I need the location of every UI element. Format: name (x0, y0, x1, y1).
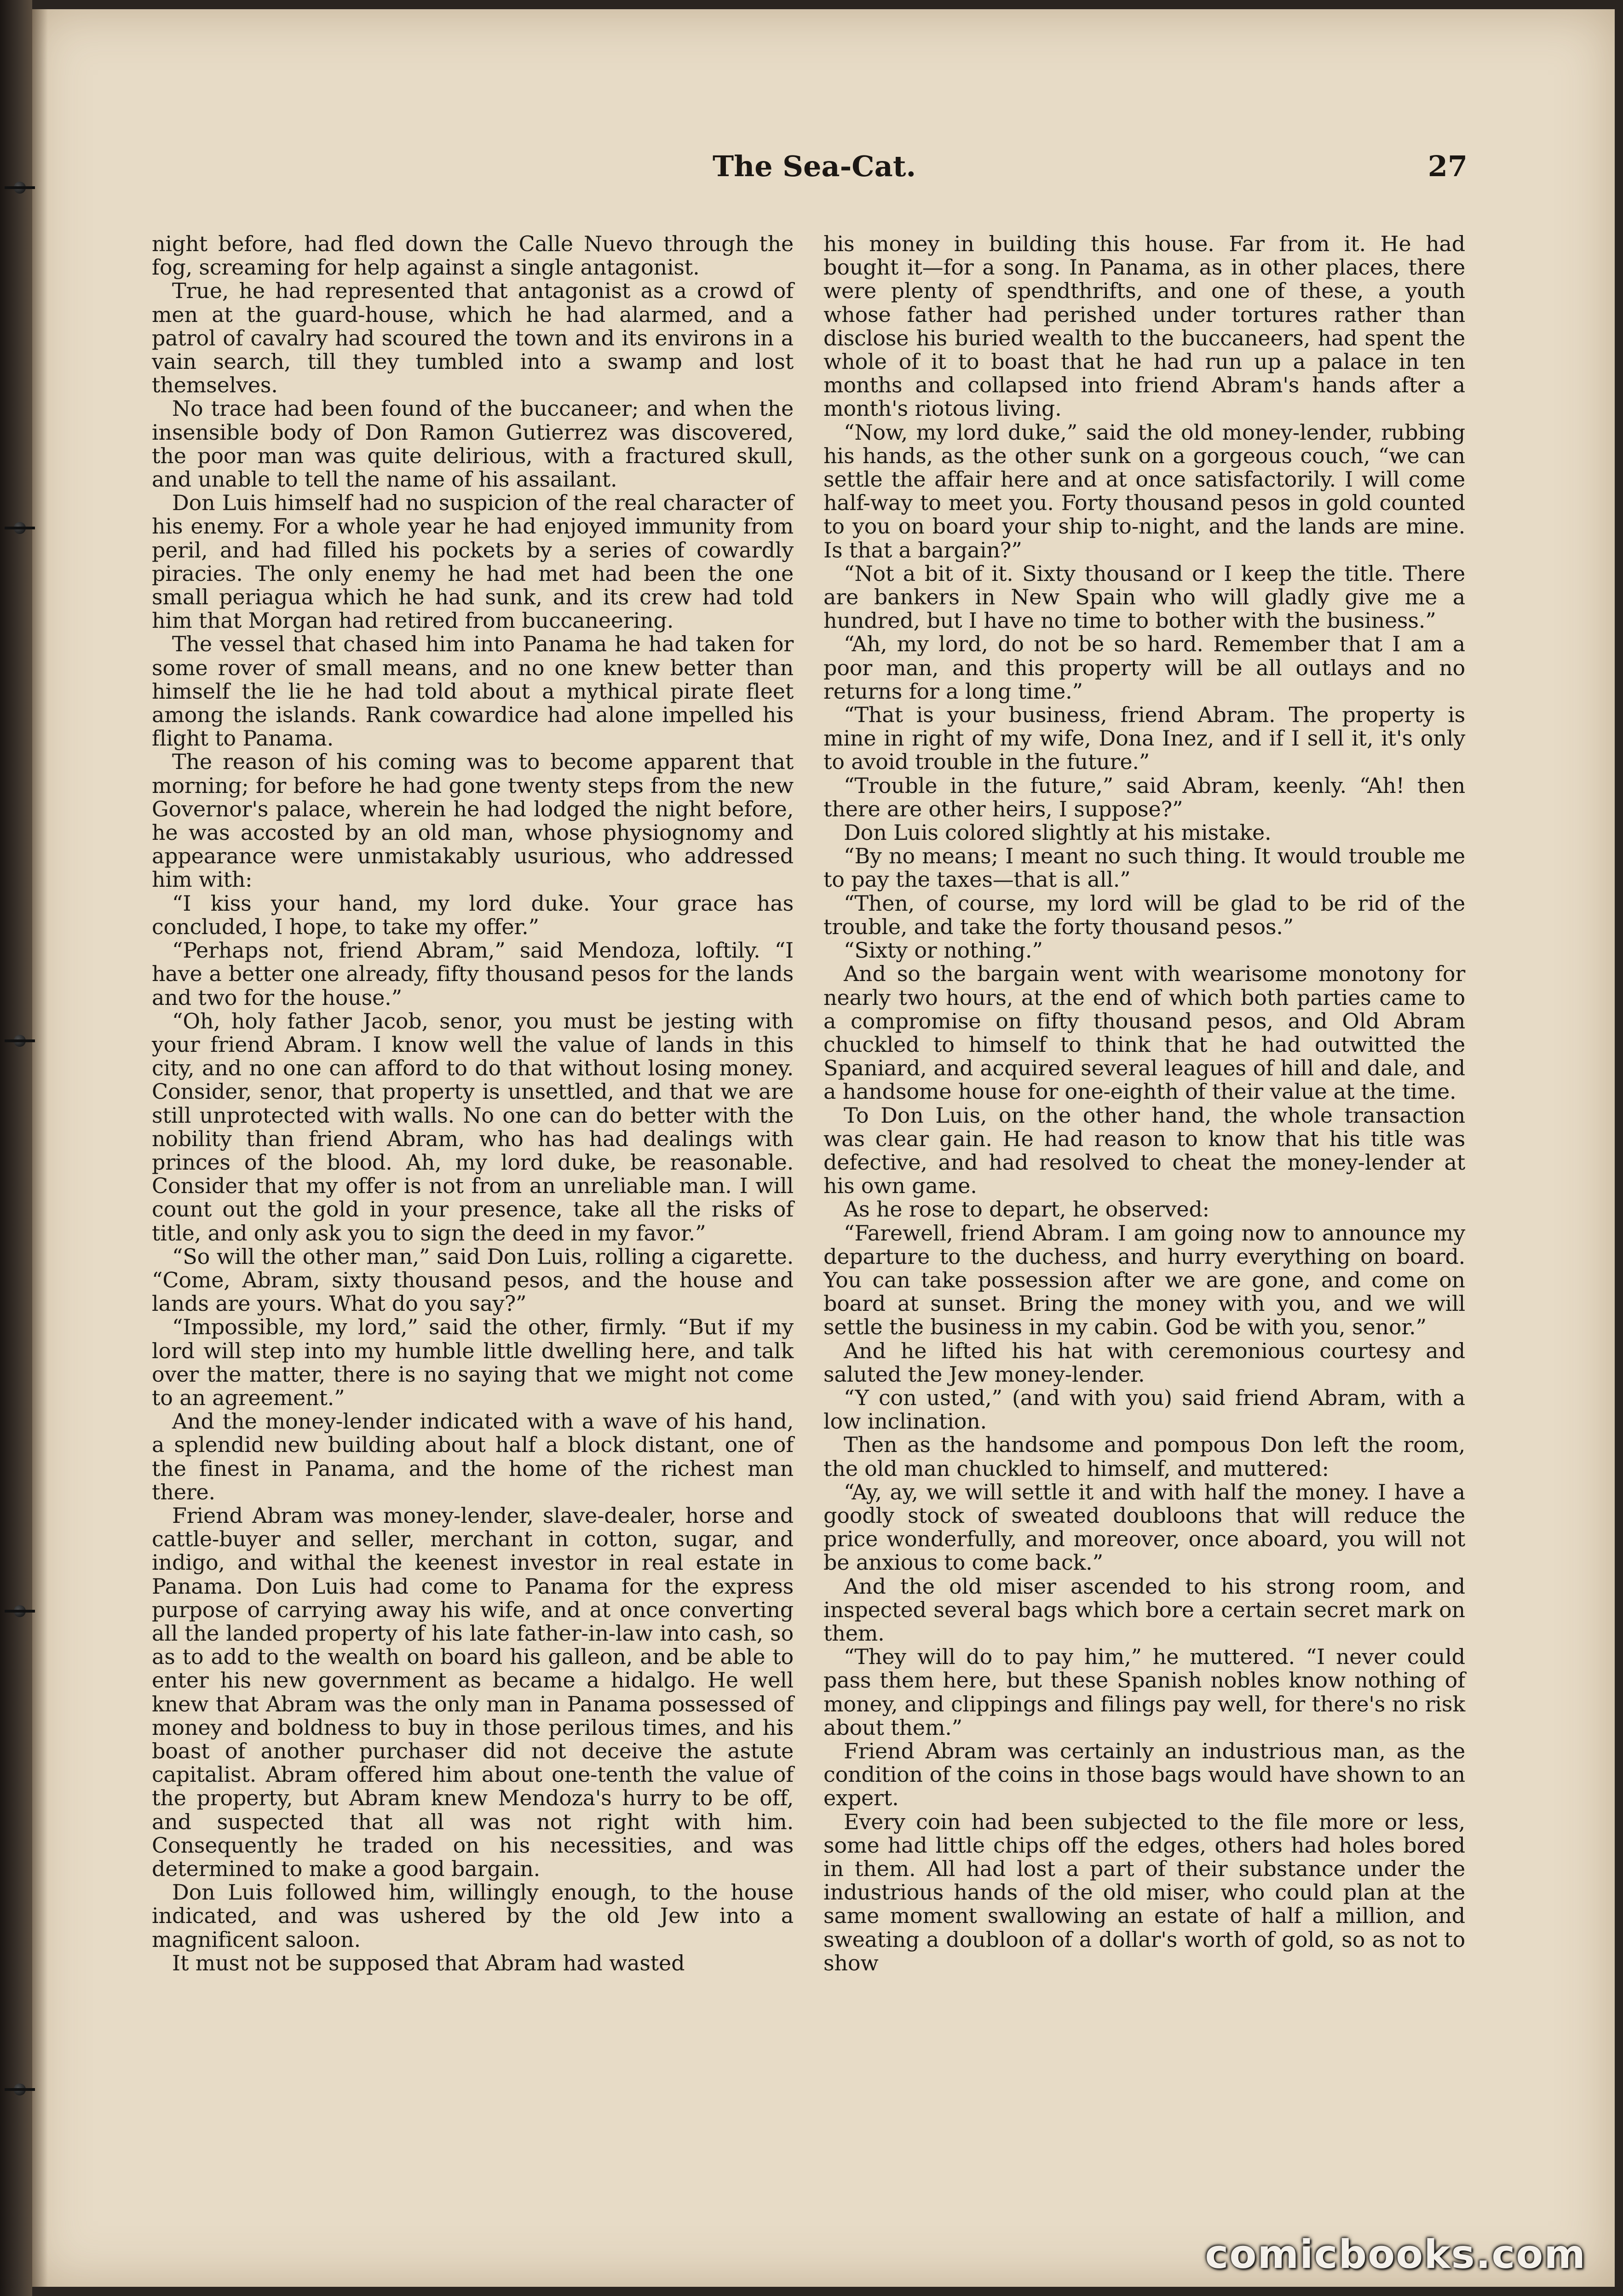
paragraph: No trace had been found of the buccaneer; and when the insensible body of Don Ramon Gutierrez was discovered, the poor man was quite delirious, with a fractured skull, and unable to tell the name of his assailant. (152, 396, 794, 492)
paragraph: To Don Luis, on the other hand, the whole transaction was clear gain. He had reason to know that his title was defective, and had resolved to cheat the money-lender at his own game. (823, 1102, 1465, 1199)
paragraph: his money in building this house. Far from it. He had bought it—for a song. In Panama, as in other places, there were plenty of spendthrifts, and one of these, a youth whose father had perished under tortures rather than disclose his buried wealth to the buccaneers, had spent the whole of it to boast that he had run up a palace in ten months and collapsed into friend Abram's hands after a month's riotous living. (823, 231, 1465, 421)
paragraph: night before, had fled down the Calle Nuevo through the fog, screaming for help against a single antagonist. (152, 231, 794, 280)
paragraph: “Ah, my lord, do not be so hard. Remember that I am a poor man, and this property will be all outlays and no returns for a long time.” (823, 631, 1465, 704)
paragraph: “So will the other man,” said Don Luis, rolling a cigarette. “Come, Abram, sixty thousand pesos, and the house and lands are yours. What do you say?” (152, 1244, 794, 1316)
paragraph: “Sixty or nothing.” (844, 938, 1043, 963)
watermark: comicbooks.com (1205, 2232, 1586, 2278)
paragraph: Then as the handsome and pompous Don left the room, the old man chuckled to himself, and muttered: (823, 1432, 1465, 1481)
binding-tack-icon (14, 1035, 26, 1047)
paragraph: “Y con usted,” (and with you) said friend Abram, with a low inclination. (823, 1385, 1465, 1434)
paragraph: Don Luis himself had no suspicion of the real character of his enemy. For a whole year he had enjoyed immunity from peril, and had filled his pockets by a series of cowardly piracies. The only enemy he had met had been the one small periagua which he had sunk, and its crew had told him that Morgan had retired from buccaneering. (152, 490, 794, 633)
binding-tack-icon (14, 182, 26, 194)
paragraph: “Trouble in the future,” said Abram, keenly. “Ah! then there are other heirs, I suppose?” (823, 773, 1465, 821)
paragraph: And he lifted his hat with ceremonious courtesy and saluted the Jew money-lender. (823, 1338, 1465, 1387)
paragraph: The reason of his coming was to become apparent that morning; for before he had gone twenty steps from the new Governor's palace, wherein he had lodged the night before, he was accosted by an old man, whose physiognomy and appearance were unmistakably usurious, who addressed him with: (152, 749, 794, 892)
paragraph: It must not be supposed that Abram had wasted (172, 1950, 685, 1975)
page-number: 27 (1427, 149, 1468, 183)
paragraph: The vessel that chased him into Panama he had taken for some rover of small means, and no one knew better than himself the lie he had told about a mythical pirate fleet among the islands. Rank cowardice had alone impelled his flight to Panama. (152, 631, 794, 751)
paragraph: “Then, of course, my lord will be glad to be rid of the trouble, and take the forty thousand pesos.” (823, 890, 1465, 939)
paragraph: “I kiss your hand, my lord duke. Your grace has concluded, I hope, to take my offer.” (152, 890, 794, 939)
paragraph: And the old miser ascended to his strong room, and inspected several bags which bore a certain secret mark on them. (823, 1573, 1465, 1646)
page-header (161, 149, 1468, 200)
paragraph: “Farewell, friend Abram. I am going now to announce my departure to the duchess, and hurry everything on board. You can take possession after we are gone, and come on board at sunset. Bring the money with you, and we will settle the business in my cabin. God be with you, senor.” (823, 1220, 1465, 1340)
text-column-left (152, 232, 794, 1975)
paragraph: True, he had represented that antagonist as a crowd of men at the guard-house, which he had alarmed, and a patrol of cavalry had scoured the town and its environs in a vain search, till they tumbled into a swamp and lost themselves. (152, 278, 794, 398)
paragraph: And the money-lender indicated with a wave of his hand, a splendid new building about half a block distant, one of the finest in Panama, and the home of the richest man there. (152, 1409, 794, 1504)
paragraph: Friend Abram was certainly an industrious man, as the condition of the coins in those bags would have shown to an expert. (823, 1739, 1465, 1811)
binding-tack-icon (14, 1605, 26, 1617)
paragraph: “Perhaps not, friend Abram,” said Mendoza, loftily. “I have a better one already, fifty thousand pesos for the lands and two for the house.” (152, 938, 794, 1010)
binding-spine (0, 0, 32, 2296)
paragraph: And so the bargain went with wearisome monotony for nearly two hours, at the end of which both parties came to a compromise on fifty thousand pesos, and Old Abram chuckled to himself to think that he had outwitted the Spaniard, and acquired several leagues of hill and dale, and a handsome house for one-eighth of their value at the time. (823, 961, 1465, 1104)
paragraph: Every coin had been subjected to the file more or less, some had little chips off the edges, others had holes bored in them. All had lost a part of their substance under the industrious hands of the old miser, who could plan at the same moment swallowing an estate of half a million, and sweating a doubloon of a dollar's worth of gold, so as not to show (823, 1809, 1465, 1975)
paragraph: Don Luis colored slightly at his mistake. (844, 820, 1272, 845)
paragraph: “Ay, ay, we will settle it and with half the money. I have a goodly stock of sweated doubloons that will reduce the price wonderfully, and moreover, once aboard, you will not be anxious to come back.” (823, 1479, 1465, 1575)
paragraph: As he rose to depart, he observed: (844, 1197, 1209, 1222)
binding-tack-icon (14, 2084, 26, 2095)
paragraph: “That is your business, friend Abram. The property is mine in right of my wife, Dona Inez, and if I sell it, it's only to avoid trouble in the future.” (823, 702, 1465, 775)
binding-tack-icon (14, 522, 26, 534)
paragraph: “Now, my lord duke,” said the old money-lender, rubbing his hands, as the other sunk on a gorgeous couch, “we can settle the affair here and at once satisfactorily. I will come half-way to meet you. Forty thousand pesos in gold counted to you on board your ship to-night, and the lands are mine. Is that a bargain?” (823, 419, 1465, 563)
page-gutter-shadow (32, 9, 48, 2287)
paragraph: “Impossible, my lord,” said the other, firmly. “But if my lord will step into my humble little dwelling here, and talk over the matter, there is no saying that we might not come to an agreement.” (152, 1314, 794, 1410)
text-column-right (823, 232, 1465, 1975)
paragraph: Don Luis followed him, willingly enough, to the house indicated, and was ushered by the old Jew into a magnificent saloon. (152, 1880, 794, 1952)
paragraph: “Oh, holy father Jacob, senor, you must be jesting with your friend Abram. I know well the value of lands in this city, and no one can afford to do that without losing money. Consider, senor, that property is unsettled, and that we are still unprotected with walls. No one can do better with the nobility than friend Abram, who has had dealings with princes of the blood. Ah, my lord duke, be reasonable. Consider that my offer is not from an unreliable man. I will count out the gold in your presence, take all the risks of title, and only ask you to sign the deed in my favor.” (152, 1008, 794, 1246)
paragraph: “Not a bit of it. Sixty thousand or I keep the title. There are bankers in New Spain who will gladly give me a hundred, but I have no time to bother with the business.” (823, 561, 1465, 633)
running-title: The Sea-Cat. (712, 149, 916, 183)
paragraph: “They will do to pay him,” he muttered. “I never could pass them here, but these Spanish nobles know nothing of money, and clippings and filings pay well, for there's no risk about them.” (823, 1644, 1465, 1740)
paragraph: Friend Abram was money-lender, slave-dealer, horse and cattle-buyer and seller, merchant in cotton, sugar, and indigo, and withal the keenest investor in real estate in Panama. Don Luis had come to Panama for the express purpose of carrying away his wife, and at once converting all the landed property of his late father-in-law into cash, so as to add to the wealth on board his galleon, and be able to enter his new government as became a hidalgo. He well knew that Abram was the only man in Panama possessed of money and boldness to buy in those perilous times, and his boast of another purchaser did not deceive the astute capitalist. Abram offered him about one-tenth the value of the property, but Abram knew Mendoza's hurry to be off, and suspected that all was not right with him. Consequently he traded on his necessities, and was determined to make a good bargain. (152, 1503, 794, 1882)
paragraph: “By no means; I meant no such thing. It would trouble me to pay the taxes—that is all.” (823, 844, 1465, 892)
